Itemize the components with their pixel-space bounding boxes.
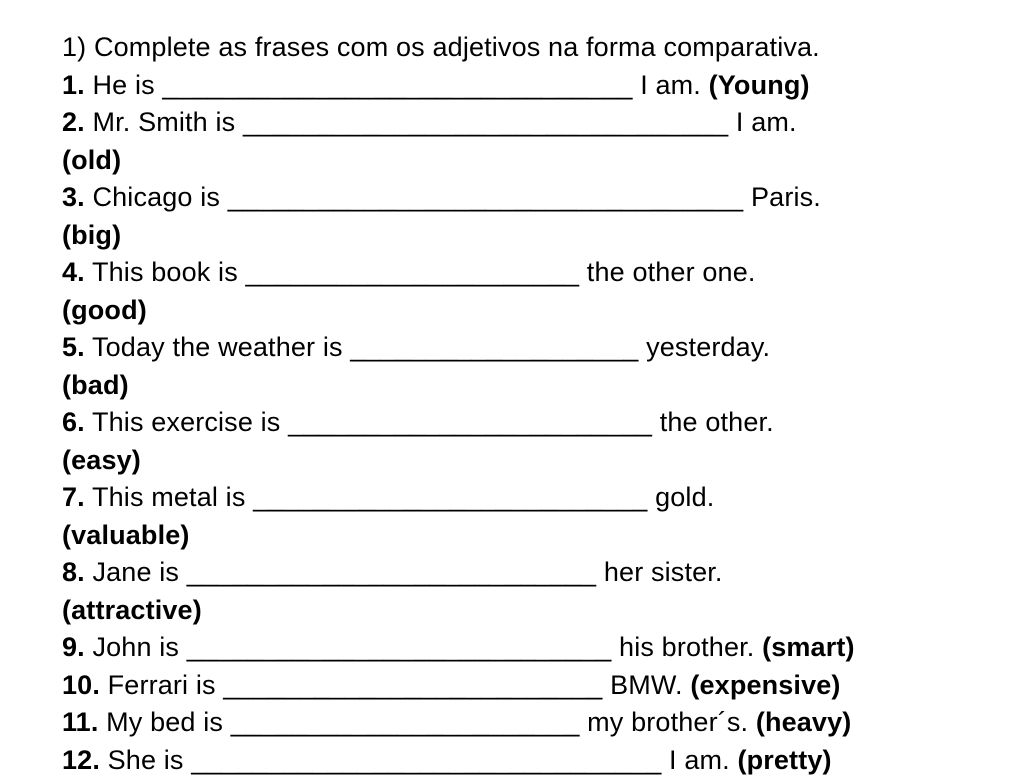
worksheet — [62, 29, 1022, 779]
exercise-line-12 — [62, 742, 1022, 779]
item-number: 6. — [62, 407, 85, 437]
item-number: 4. — [62, 257, 85, 287]
exercise-line-8 — [62, 554, 1022, 592]
sentence-text: Today the weather is ___________________ yesterday. — [85, 332, 770, 362]
sentence-text: Chicago is __________________________________ Paris. — [85, 182, 821, 212]
exercise-line-2 — [62, 104, 1022, 142]
hint-line-4 — [62, 292, 1022, 330]
instruction-text: 1) Complete as frases com os adjetivos na forma comparativa. — [62, 29, 1022, 67]
item-number: 7. — [62, 482, 85, 512]
item-number: 3. — [62, 182, 85, 212]
hint-line-5 — [62, 367, 1022, 405]
adjective-hint: (expensive) — [690, 670, 840, 700]
sentence-text: This exercise is ________________________ the other. — [85, 407, 774, 437]
sentence-text: Jane is ___________________________ her sister. — [85, 557, 723, 587]
sentence-text: He is _______________________________ I am. — [85, 70, 709, 100]
hint-line-6 — [62, 442, 1022, 480]
adjective-hint: (easy) — [62, 445, 141, 475]
exercise-line-5 — [62, 329, 1022, 367]
hint-line-7 — [62, 517, 1022, 555]
item-number: 11. — [62, 707, 99, 737]
sentence-text: John is ____________________________ his brother. — [85, 632, 762, 662]
adjective-hint: (heavy) — [756, 707, 852, 737]
item-number: 10. — [62, 670, 100, 700]
exercise-line-7 — [62, 479, 1022, 517]
adjective-hint: (smart) — [762, 632, 855, 662]
hint-line-3 — [62, 217, 1022, 255]
hint-line-2 — [62, 142, 1022, 180]
adjective-hint: (big) — [62, 220, 121, 250]
sentence-text: Ferrari is _________________________ BMW. — [100, 670, 690, 700]
item-number: 9. — [62, 632, 85, 662]
exercise-line-1 — [62, 67, 1022, 105]
sentence-text: My bed is _______________________ my brother´s. — [99, 707, 756, 737]
adjective-hint: (bad) — [62, 370, 129, 400]
exercise-line-11 — [62, 704, 1022, 742]
adjective-hint: (pretty) — [737, 745, 831, 775]
adjective-hint: (attractive) — [62, 595, 202, 625]
item-number: 8. — [62, 557, 85, 587]
sentence-text: Mr. Smith is ________________________________ I am. — [85, 107, 797, 137]
adjective-hint: (good) — [62, 295, 147, 325]
sentence-text: She is _______________________________ I am. — [100, 745, 737, 775]
item-number: 2. — [62, 107, 85, 137]
exercise-line-9 — [62, 629, 1022, 667]
item-number: 1. — [62, 70, 85, 100]
exercise-line-4 — [62, 254, 1022, 292]
adjective-hint: (valuable) — [62, 520, 190, 550]
exercise-line-10 — [62, 667, 1022, 705]
exercise-line-6 — [62, 404, 1022, 442]
exercise-line-3 — [62, 179, 1022, 217]
adjective-hint: (old) — [62, 145, 121, 175]
sentence-text: This book is ______________________ the other one. — [85, 257, 756, 287]
item-number: 12. — [62, 745, 100, 775]
item-number: 5. — [62, 332, 85, 362]
sentence-text: This metal is __________________________ gold. — [85, 482, 715, 512]
adjective-hint: (Young) — [709, 70, 810, 100]
hint-line-8 — [62, 592, 1022, 630]
